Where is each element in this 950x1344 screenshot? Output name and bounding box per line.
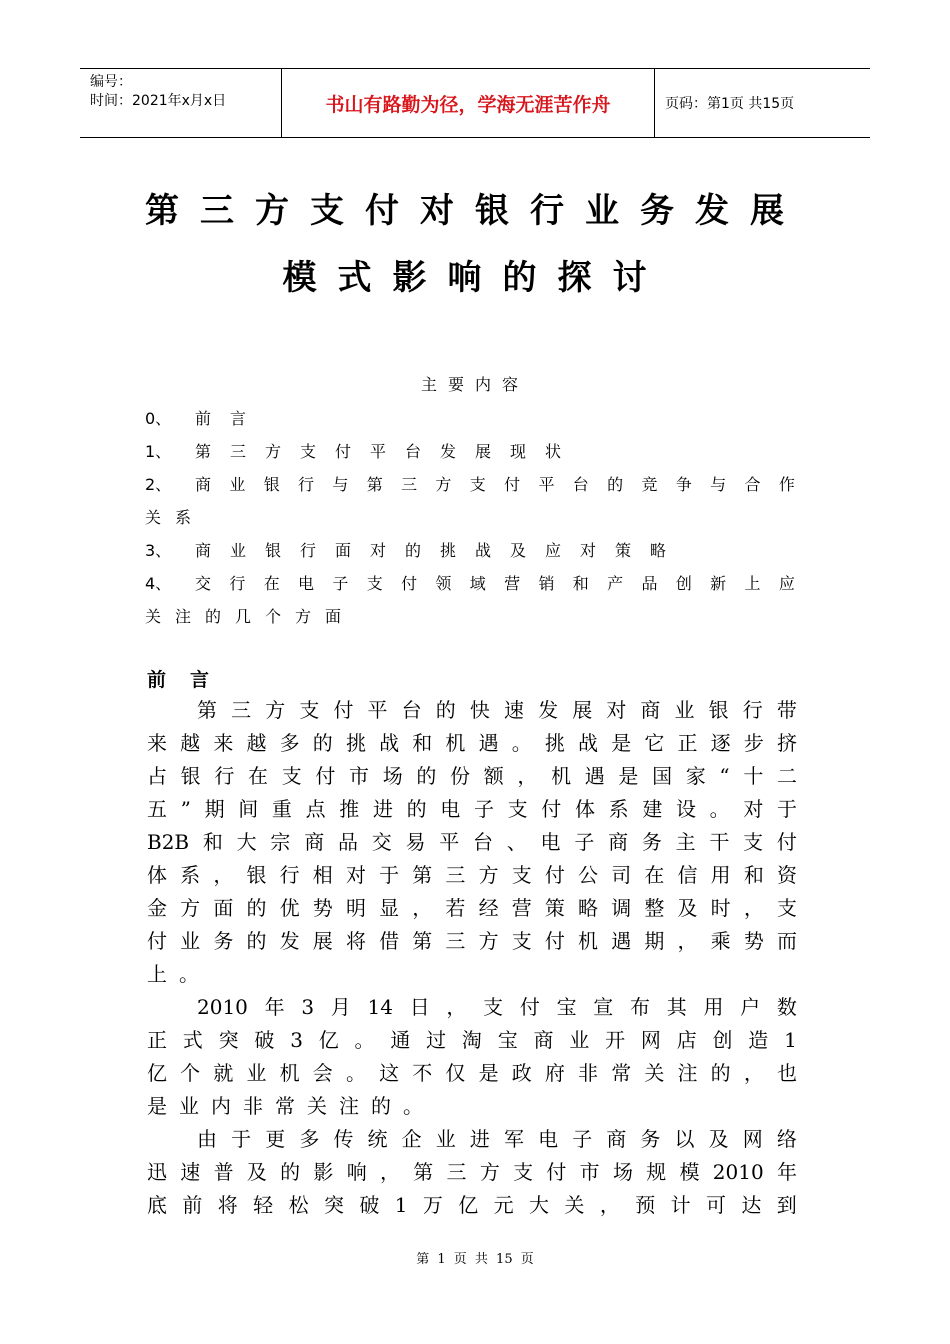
paragraph-line: 2010 年 3 月 14 日 ， 支 付 宝 宣 布 其 用 户 数: [197, 995, 797, 1019]
paragraph-line: 体 系 ， 银 行 相 对 于 第 三 方 支 付 公 司 在 信 用 和 资: [147, 863, 797, 887]
contents-item-number: 3、: [145, 541, 172, 560]
document-title-line-1: 第三方支付对银行业务发展: [145, 191, 805, 231]
contents-item-text: 第三方支付平台发展现状: [195, 442, 581, 461]
contents-item: [145, 567, 795, 600]
paragraph-line: 底 前 将 轻 松 突 破 1 万 亿 元 大 关 ， 预 计 可 达 到: [147, 1193, 797, 1217]
paragraph-line: 正 式 突 破 3 亿 。 通 过 淘 宝 商 业 开 网 店 创 造 1: [147, 1028, 797, 1052]
header-motto-cell: [282, 69, 655, 137]
serial-label: 编号：: [90, 74, 132, 90]
paragraph-line: B2B 和 大 宗 商 品 交 易 平 台 、 电 子 商 务 主 干 支 付: [147, 830, 797, 854]
paragraph-line: 是业内非常关注的。: [147, 1094, 435, 1118]
page-footer: 第 1 页 共 15 页: [416, 1252, 534, 1267]
section-body: [147, 694, 797, 1222]
contents-item-text: 关注的几个方面: [145, 607, 356, 626]
document-header: [80, 68, 870, 138]
contents-item: [145, 402, 795, 435]
paragraph-line: 由 于 更 多 传 统 企 业 进 军 电 子 商 务 以 及 网 络: [197, 1127, 797, 1151]
contents-list: [145, 402, 795, 633]
paragraph-line: 金 方 面 的 优 势 明 显 ， 若 经 营 策 略 调 整 及 时 ， 支: [147, 896, 797, 920]
motto-text: 书山有路勤为径，学海无涯苦作舟: [325, 93, 611, 116]
document-title-line-2: 模式影响的探讨: [282, 258, 668, 298]
paragraph-line: 第 三 方 支 付 平 台 的 快 速 发 展 对 商 业 银 行 带: [197, 698, 797, 722]
contents-item-number: 2、: [145, 475, 172, 494]
contents-item-number: 4、: [145, 574, 172, 593]
contents-item-text: 关系: [145, 508, 206, 527]
contents-item: [145, 534, 795, 567]
contents-item: [145, 501, 795, 534]
contents-item-number: 1、: [145, 442, 172, 461]
contents-heading: 主要内容: [420, 375, 529, 394]
paragraph-line: 占 银 行 在 支 付 市 场 的 份 额 ， 机 遇 是 国 家 “ 十 二: [147, 764, 797, 788]
paragraph-line: 上。: [147, 962, 211, 986]
paragraph-line: 五 ” 期 间 重 点 推 进 的 电 子 支 付 体 系 建 设 。 对 于: [147, 797, 797, 821]
paragraph-line: 付 业 务 的 发 展 将 借 第 三 方 支 付 机 遇 期 ， 乘 势 而: [147, 929, 797, 953]
contents-item: [145, 468, 795, 501]
paragraph-line: 亿 个 就 业 机 会 。 这 不 仅 是 政 府 非 常 关 注 的 ， 也: [147, 1061, 797, 1085]
paragraph-line: 迅 速 普 及 的 影 响 ， 第 三 方 支 付 市 场 规 模 2010 年: [147, 1160, 797, 1184]
header-page-cell: [655, 69, 870, 137]
paragraph-line: 来 越 来 越 多 的 挑 战 和 机 遇 。 挑 战 是 它 正 逐 步 挤: [147, 731, 797, 755]
page-info: 页码：第1页 共15页: [665, 96, 795, 112]
contents-item-number: 0、: [145, 409, 172, 428]
section-heading: 前言: [147, 669, 234, 691]
header-meta-cell: [80, 69, 282, 137]
contents-item-text: 前言: [195, 409, 266, 428]
contents-item-text: 商业银行面对的挑战及应对策略: [195, 541, 686, 560]
contents-item: [145, 600, 795, 633]
time-label: 时间：2021年x月x日: [90, 93, 227, 109]
contents-item-text: 商 业 银 行 与 第 三 方 支 付 平 台 的 竞 争 与 合 作: [195, 475, 795, 494]
contents-item-text: 交 行 在 电 子 支 付 领 域 营 销 和 产 品 创 新 上 应: [195, 574, 795, 593]
contents-item: [145, 435, 795, 468]
